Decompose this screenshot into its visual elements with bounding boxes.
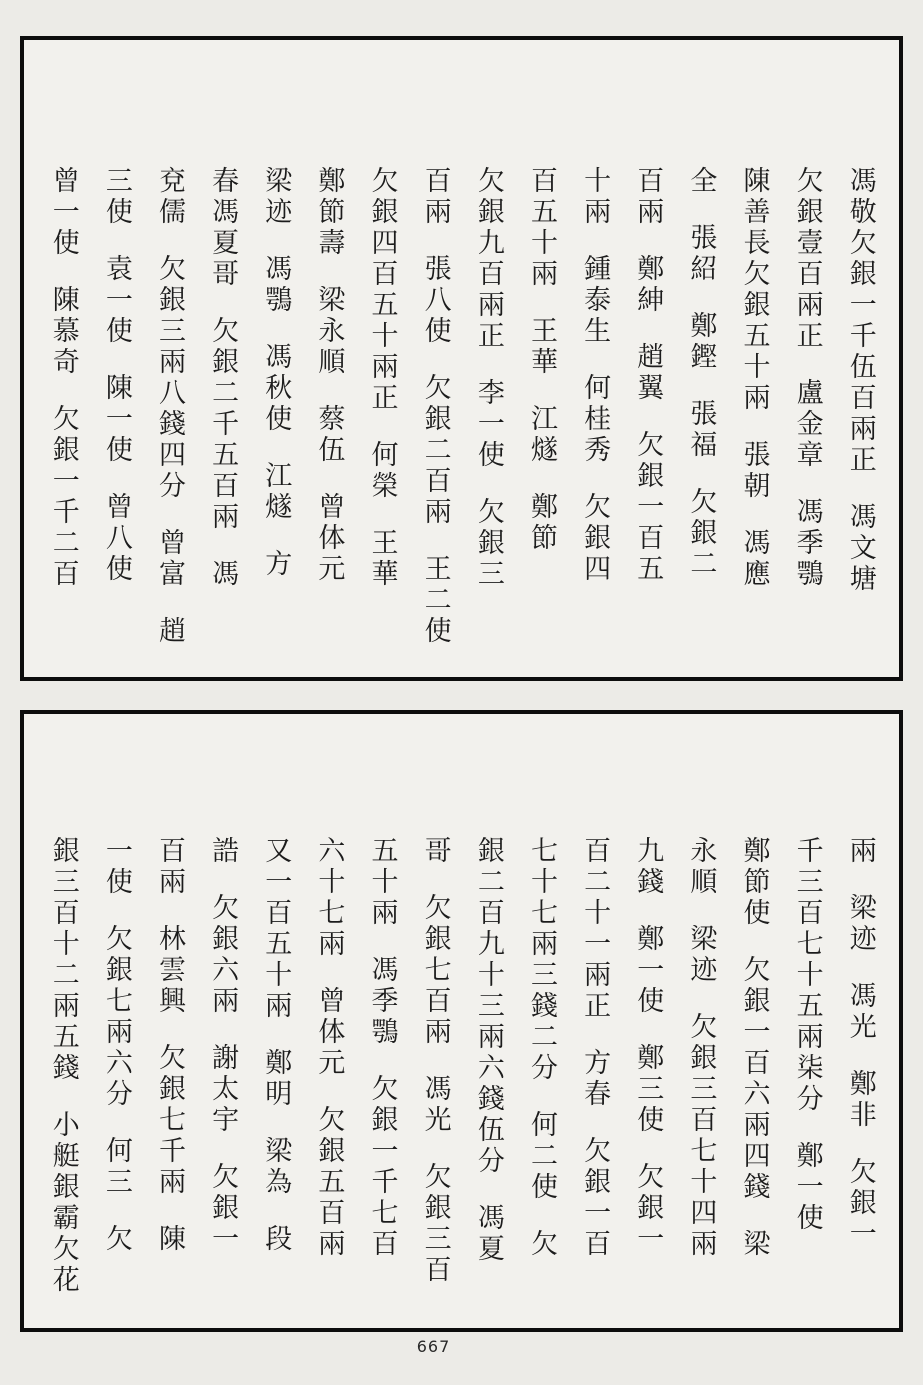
- text-group: 十兩: [579, 166, 611, 228]
- text-column: [633, 166, 663, 585]
- text-column: [473, 836, 503, 1265]
- text-group: 王華: [525, 316, 557, 378]
- text-group: 兩: [844, 836, 876, 867]
- text-group: 梁永順: [313, 285, 345, 378]
- text-group: 欠銀一: [632, 1162, 664, 1255]
- text-column: [367, 166, 397, 590]
- text-group: 張福: [685, 399, 717, 461]
- text-group: 袁一使: [100, 254, 132, 347]
- text-column: [101, 836, 131, 1255]
- text-group: 欠銀四百五十兩正: [366, 166, 398, 414]
- text-group: 欠銀五百兩: [313, 1105, 345, 1260]
- text-column: [261, 166, 291, 580]
- text-column: [261, 836, 291, 1255]
- text-group: 哥: [419, 836, 451, 867]
- text-group: 馮敬欠銀一千伍百兩正: [844, 166, 876, 476]
- text-group: 何二使: [525, 1110, 557, 1203]
- text-group: 欠銀九百兩正: [472, 166, 504, 352]
- bottom-panel-frame: [20, 710, 903, 1332]
- text-group: 百五十兩: [525, 166, 557, 290]
- text-group: 馮光: [419, 1074, 451, 1136]
- text-group: 七十七兩三錢二分: [525, 836, 557, 1084]
- text-group: 百兩: [632, 166, 664, 228]
- text-group: 欠銀七百兩: [419, 893, 451, 1048]
- text-group: 鄭三使: [632, 1043, 664, 1136]
- text-group: 張紹: [685, 223, 717, 285]
- text-group: 欠銀二: [685, 487, 717, 580]
- text-group: 梁迹: [685, 924, 717, 986]
- text-group: 九錢: [632, 836, 664, 898]
- text-group: 江燧: [260, 461, 292, 523]
- text-column: [314, 836, 344, 1260]
- text-group: 梁迹: [260, 166, 292, 228]
- text-group: 銀二百九十三兩六錢伍分: [472, 836, 504, 1177]
- text-group: 陳: [153, 1224, 185, 1255]
- text-group: 林雲興: [153, 924, 185, 1017]
- text-group: 梁: [738, 1229, 770, 1260]
- text-group: 馮秋使: [260, 342, 292, 435]
- text-group: 陳善長欠銀五十兩: [738, 166, 770, 414]
- text-group: 曾一使: [47, 166, 79, 259]
- text-group: 江燧: [525, 404, 557, 466]
- text-group: 謝太宇: [207, 1043, 239, 1136]
- text-column: [48, 836, 78, 1296]
- top-panel-frame: [20, 36, 903, 681]
- text-group: 欠銀二千五百兩: [207, 316, 239, 533]
- text-group: 李一使: [472, 378, 504, 471]
- text-group: 曾八使: [100, 492, 132, 585]
- text-column: [154, 166, 184, 647]
- text-group: 永順: [685, 836, 717, 898]
- text-group: 欠銀一千七百: [366, 1074, 398, 1260]
- text-column: [367, 836, 397, 1260]
- text-column: [101, 166, 131, 585]
- text-group: 又一百五十兩: [260, 836, 292, 1022]
- text-column: [792, 166, 822, 590]
- bottom-panel-text: [48, 836, 875, 1314]
- text-group: 鄭非: [844, 1069, 876, 1131]
- text-group: 馮季鶚: [791, 497, 823, 590]
- text-group: 曾体元: [313, 986, 345, 1079]
- text-group: 欠銀一千二百: [47, 404, 79, 590]
- text-group: 百兩: [419, 166, 451, 228]
- text-group: 馮季鶚: [366, 955, 398, 1048]
- text-group: 趙: [153, 616, 185, 647]
- text-group: 馮鶚: [260, 254, 292, 316]
- text-group: 蔡伍: [313, 404, 345, 466]
- text-column: [845, 166, 875, 595]
- text-column: [526, 836, 556, 1260]
- text-group: 鄭鏗: [685, 311, 717, 373]
- text-group: 何榮: [366, 440, 398, 502]
- text-group: 欠銀四: [579, 492, 611, 585]
- text-group: 曾富: [153, 528, 185, 590]
- text-group: 鄭一使: [632, 924, 664, 1017]
- text-group: 鍾泰生: [579, 254, 611, 347]
- text-group: 段: [260, 1224, 292, 1255]
- text-group: 千三百七十五兩柒分: [791, 836, 823, 1115]
- text-column: [792, 836, 822, 1234]
- text-column: [314, 166, 344, 585]
- text-group: 鄭節使: [738, 836, 770, 929]
- text-group: 鄭明: [260, 1048, 292, 1110]
- text-group: 欠銀一: [207, 1162, 239, 1255]
- text-column: [48, 166, 78, 590]
- text-group: 欠銀三: [472, 497, 504, 590]
- text-group: 何桂秀: [579, 373, 611, 466]
- text-column: [207, 166, 237, 590]
- text-group: 方春: [579, 1048, 611, 1110]
- text-group: 銀三百十二兩五錢: [47, 836, 79, 1084]
- text-column: [739, 836, 769, 1260]
- text-group: 兗儒: [153, 166, 185, 228]
- text-group: 六十七兩: [313, 836, 345, 960]
- text-column: [686, 836, 716, 1260]
- text-group: 盧金章: [791, 378, 823, 471]
- text-column: [420, 166, 450, 647]
- text-column: [473, 166, 503, 590]
- text-group: 欠銀七千兩: [153, 1043, 185, 1198]
- text-column: [154, 836, 184, 1255]
- text-group: 鄭節: [525, 492, 557, 554]
- text-group: 張八使: [419, 254, 451, 347]
- text-group: 王二使: [419, 554, 451, 647]
- text-group: 欠銀六兩: [207, 893, 239, 1017]
- text-group: 全: [685, 166, 717, 197]
- text-group: 陳一使: [100, 373, 132, 466]
- page-number: 667: [416, 1337, 451, 1356]
- text-group: 張朝: [738, 440, 770, 502]
- text-group: 梁迹: [844, 893, 876, 955]
- text-column: [420, 836, 450, 1286]
- text-group: 趙翼: [632, 342, 664, 404]
- text-group: 春馮夏哥: [207, 166, 239, 290]
- text-column: [207, 836, 237, 1255]
- text-group: 欠銀二百兩: [419, 373, 451, 528]
- text-group: 鄭紳: [632, 254, 664, 316]
- text-group: 欠銀壹百兩正: [791, 166, 823, 352]
- text-group: 陳慕奇: [47, 285, 79, 378]
- text-group: 百二十一兩正: [579, 836, 611, 1022]
- text-group: 欠銀三兩八錢四分: [153, 254, 185, 502]
- text-group: 馮夏: [472, 1203, 504, 1265]
- text-group: 馮光: [844, 981, 876, 1043]
- text-group: 欠銀一: [844, 1157, 876, 1250]
- text-group: 欠銀一百: [579, 1136, 611, 1260]
- text-group: 五十兩: [366, 836, 398, 929]
- text-group: 一使: [100, 836, 132, 898]
- top-panel-text: [48, 166, 875, 663]
- text-group: 梁為: [260, 1136, 292, 1198]
- text-group: 鄭節壽: [313, 166, 345, 259]
- text-group: 馮: [207, 559, 239, 590]
- text-group: 馮文塘: [844, 502, 876, 595]
- text-column: [579, 166, 609, 585]
- text-group: 欠銀一百六兩四錢: [738, 955, 770, 1203]
- text-group: 曾体元: [313, 492, 345, 585]
- text-column: [845, 836, 875, 1250]
- text-column: [579, 836, 609, 1260]
- text-column: [633, 836, 663, 1255]
- text-group: 欠銀三百: [419, 1162, 451, 1286]
- text-group: 小艇銀霸欠花: [47, 1110, 79, 1296]
- text-column: [686, 166, 716, 580]
- text-group: 鄭一使: [791, 1141, 823, 1234]
- text-column: [739, 166, 769, 590]
- text-group: 欠銀三百七十四兩: [685, 1012, 717, 1260]
- text-column: [526, 166, 556, 554]
- text-group: 王華: [366, 528, 398, 590]
- text-group: 方: [260, 549, 292, 580]
- text-group: 馮應: [738, 528, 770, 590]
- text-group: 欠: [100, 1224, 132, 1255]
- text-group: 誥: [207, 836, 239, 867]
- text-group: 欠: [525, 1229, 557, 1260]
- text-group: 三使: [100, 166, 132, 228]
- text-group: 何三: [100, 1136, 132, 1198]
- text-group: 欠銀七兩六分: [100, 924, 132, 1110]
- text-group: 百兩: [153, 836, 185, 898]
- text-group: 欠銀一百五: [632, 430, 664, 585]
